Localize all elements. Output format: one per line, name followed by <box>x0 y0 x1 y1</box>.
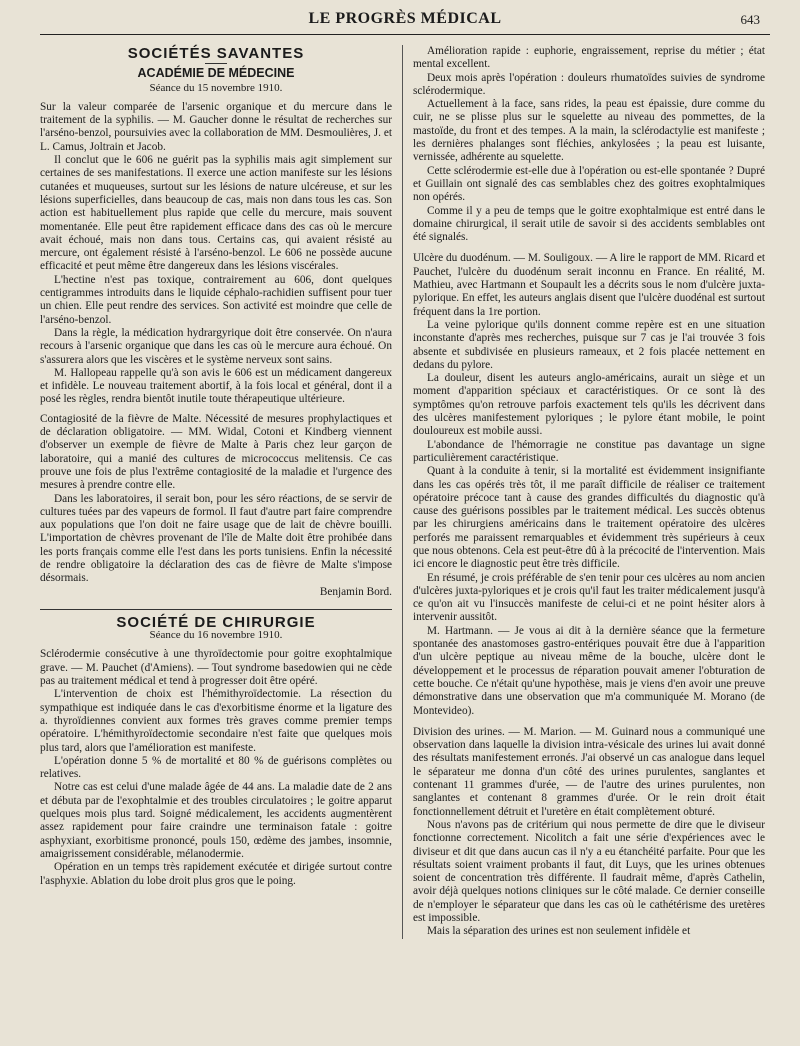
surgery-session-date: Séance du 16 novembre 1910. <box>149 629 283 642</box>
article-paragraph: M. Hartmann. — Je vous ai dit à la dernière séance que la fermeture spontanée des anastomoses gastro-entériques pouvait être due à l'apparition d'un ulcère peptique au niveau même de la bouche, ulcère dont le développement et le processus de réparation pouvait amener l'obturation de cette bouche. Ce n'était qu'une hypothèse, mais je viens d'en avoir une preuve démonstrative dans une observation que m'a communiquée M. Morano (de Montevideo). <box>413 624 765 717</box>
article-paragraph: Division des urines. — M. Marion. — M. Guinard nous a communiqué une observation dans laquelle la division intra-vésicale des urines lui avait donné des résultats manifestement erronés. J'ai observé un cas analogue dans lequel le séparateur me donna d'un côté des urines purulentes, sanglantes et contenant 11 grammes d'urée, — de l'autre des urines purulentes, non sanglantes et contenant 8 grammes d'urée. Or le rein droit était fonctionnellement détruit et l'uretère en était complètement obturé. <box>413 725 765 818</box>
article-paragraph: Dans la règle, la médication hydrargyrique doit être conservée. On n'aura recours à l'arsenic organique que dans les cas où le mercure aura échoué. On s'assurera alors que les viscères et le système nerveux sont sains. <box>40 326 392 366</box>
left-column <box>40 45 403 939</box>
surgery-title: SOCIÉTÉ DE CHIRURGIE <box>116 613 316 631</box>
article-paragraph: Deux mois après l'opération : douleurs rhumatoïdes suivies de syndrome sclérodermique. <box>413 71 765 97</box>
article-paragraph: M. Hallopeau rappelle qu'à son avis le 606 est un médicament dangereux et infidèle. Le nouveau traitement abortif, à la fois local et général, dont il a posé les règles, rendra bientôt inutile toute thérapeutique ultérieure. <box>40 366 392 406</box>
right-column <box>403 45 765 939</box>
article-paragraph: Mais la séparation des urines est non seulement infidèle et <box>427 925 691 938</box>
article-paragraph: Quant à la conduite à tenir, si la mortalité est évidemment insignifiante dans les cas opérés très tôt, il me paraît difficile de réaliser ce traitement opératoire précoce tant à cause des grandes difficultés du diagnostic qu'à cause des guérisons possibles par le traitement médical. Les succès obtenus par les chirurgiens américains dans le traitement opératoire des ulcères perforés me paraissent remarquables et évidemment très supérieurs à ceux que nous obtenons. Cela est peut-être dû à la précocité de l'intervention. Mais ici encore le diagnostic peut être très difficile. <box>413 465 765 571</box>
section-divider <box>40 609 392 610</box>
academy-title: ACADÉMIE DE MÉDECINE <box>137 66 295 81</box>
article-paragraph: Opération en un temps très rapidement exécutée et dirigée surtout contre l'asphyxie. Ablation du lobe droit plus gros que le poing. <box>40 861 392 887</box>
article-paragraph: Notre cas est celui d'une malade âgée de 44 ans. La maladie date de 2 ans et débuta par de l'exophtalmie et des troubles circulatoires ; le goitre apparut quelques mois plus tard. Soigné médicalement, les accidents augmentèrent assez rapidement pour faire craindre une terminaison fatale : goitre asphyxiant, exorbitisme prononcé, pouls 150, œdème des jambes, insomnie, amaigrissement considérable, mélanodermie. <box>40 781 392 860</box>
article-paragraph: Dans les laboratoires, il serait bon, pour les séro réactions, de se servir de cultures tuées par des vapeurs de formol. Il faut d'autre part faire comprendre aux populations que l'on doit ne faire usage que de lait de chèvre bouilli. L'importation de chèvres provenant de l'île de Malte doit être prohibée dans les ports français comme elle l'est dans les ports tunisiens. Enfin la nécessité de rendre obligatoire la déclaration des cas de fièvre de Malte s'impose désormais. <box>40 492 392 585</box>
article-paragraph: Il conclut que le 606 ne guérit pas la syphilis mais agit simplement sur certaines de ses manifestations. Il exerce une action manifeste sur les lésions cutanées et muqueuses, surtout sur les lésions de nature ulcéreuse, et sur les lésions superficielles, dans beaucoup de cas, mais non dans tous les cas. Son action est habituellement plus rapide que celle du mercure, mais souvent momentanée. Elle peut être rapidement efficace dans des cas où le mercure avait échoué, mais non dans tous. Certains cas, qui avaient résisté au mercure, ont également résisté à l'arséno-benzol. Le 606 ne possède aucune efficacité et peut même être dangereux dans les lésions viscérales. <box>40 154 392 273</box>
article-paragraph: Amélioration rapide : euphorie, engraissement, reprise du métier ; état mental excellent. <box>413 45 765 71</box>
title-rule <box>205 63 227 64</box>
author-signature: Benjamin Bord. <box>319 585 392 598</box>
page-header <box>40 0 770 35</box>
article-paragraph: En résumé, je crois préférable de s'en tenir pour ces ulcères au nom ancien d'ulcères juxta-pyloriques et je crois qu'il faut les traiter médicalement jusqu'à ce qu'on ait vu l'insuccès manifeste de celui-ci et ne point hésiter alors à intervenir aussitôt. <box>413 571 765 624</box>
article-paragraph: L'opération donne 5 % de mortalité et 80 % de guérisons complètes ou relatives. <box>40 754 392 781</box>
article-paragraph: L'intervention de choix est l'hémithyroïdectomie. La résection du sympathique est indiquée dans le cas d'exorbitisme énorme et la ligature des a. thyroïdiennes convient aux formes très graves comme premier temps opératoire. L'hémithyroïdectomie secondaire n'est faite que quelques mois plus tard, alors que l'amélioration est manifeste. <box>40 688 392 754</box>
article-paragraph: Comme il y a peu de temps que le goitre exophtalmique est entré dans le domaine chirurgical, il serait utile de savoir si des accidents semblables ont été signalés. <box>413 204 765 244</box>
article-paragraph: Actuellement à la face, sans rides, la peau est épaissie, dure comme du cuir, ne se plisse plus sur le squelette au niveau des pommettes, de la mastoïde, du front et des tempes. A la main, la sclérodactylie est manifeste ; les dernières phalanges sont fléchies, ankylosées ; la peau est luisante, vernissée, adhérente au squelette. <box>413 98 765 164</box>
page-number: 643 <box>740 12 760 27</box>
article-paragraph: La douleur, disent les auteurs anglo-américains, aurait un siège et un moment d'apparition spéciaux et caractéristiques. Or ce sont là des symptômes qu'on retrouve parfois exactement tels qu'ils les décrivent dans des ulcères manifestement pyloriques ; le pylore étant mobile, le point douloureux est mobile aussi. <box>413 372 765 438</box>
journal-title: LE PROGRÈS MÉDICAL <box>308 10 502 27</box>
section-title: SOCIÉTÉS SAVANTES <box>127 45 305 62</box>
article-paragraph: La veine pylorique qu'ils donnent comme repère est en une situation inconstante d'après mes recherches, puisque sur 7 cas je l'ai trouvée 3 fois absente et subdivisée en plusieurs rameaux, et 2 fois placée nettement en dedans du pylore. <box>413 318 765 371</box>
article-paragraph: Contagiosité de la fièvre de Malte. Nécessité de mesures prophylactiques et de déclaration obligatoire. — MM. Widal, Cotoni et Kindberg viennent d'observer un exemple de fièvre de Malte à Paris chez leur garçon de laboratoire, qui a manié des cultures de micrococcus melitensis. Ce cas prouve une fois de plus l'extrême contagiosité de la maladie et l'urgence des mesures à prendre contre elle. <box>40 412 392 492</box>
article-columns <box>40 45 770 939</box>
article-paragraph: Sclérodermie consécutive à une thyroïdectomie pour goitre exophtalmique grave. — M. Pauchet (d'Amiens). — Tout syndrome basedowien qui ne cède pas au traitement médical et tend à progresser doit être opéré. <box>40 648 392 688</box>
article-paragraph: Cette sclérodermie est-elle due à l'opération ou est-elle spontanée ? Dupré et Guillain ont signalé des cas semblables chez des goitres exophtalmiques non opérés. <box>413 164 765 204</box>
academy-session-date: Séance du 15 novembre 1910. <box>149 81 283 94</box>
article-paragraph: Ulcère du duodénum. — M. Souligoux. — A lire le rapport de MM. Ricard et Pauchet, l'ulcère du duodénum serait inconnu en France. En réalité, M. Mathieu, avec Hartmann et Soupault les a décrits sous le nom d'ulcère juxta-pylorique. En effet, les auteurs anglais disent que l'ulcère duodénal est surtout fréquent dans la 1re portion. <box>413 252 765 318</box>
article-paragraph: Sur la valeur comparée de l'arsenic organique et du mercure dans le traitement de la syphilis. — M. Gaucher donne le résultat de recherches sur l'arséno-benzol, poursuivies avec la collaboration de MM. Desmoulières, J. et L. Camus, Joltrain et Jacob. <box>40 100 392 153</box>
article-paragraph: L'hectine n'est pas toxique, contrairement au 606, dont quelques centigrammes introduits dans le liquide céphalo-rachidien suffisent pour tuer un chien. Elle peut rendre des services. Son activité est moindre que celle de l'arséno-benzol. <box>40 273 392 326</box>
article-paragraph: Nous n'avons pas de critérium qui nous permette de dire que le diviseur fonctionne correctement. Nicolitch a fait une série d'expériences avec le diviseur et dit que dans aucun cas il n'y a eu étanchéité parfaite. Pour que les résultats soient vraiment probants il faut, dit Luys, que les urines obtenues soient de concentration très différente. Il faudrait même, d'après Cathelin, avoir déjà quelques notions cliniques sur le côté malade. Ce dernier conseille de n'employer le séparateur que dans les cas où le cathétérisme des uretères est impossible. <box>413 818 765 924</box>
article-paragraph: L'abondance de l'hémorragie ne constitue pas davantage un signe particulièrement caractéristique. <box>413 438 765 464</box>
